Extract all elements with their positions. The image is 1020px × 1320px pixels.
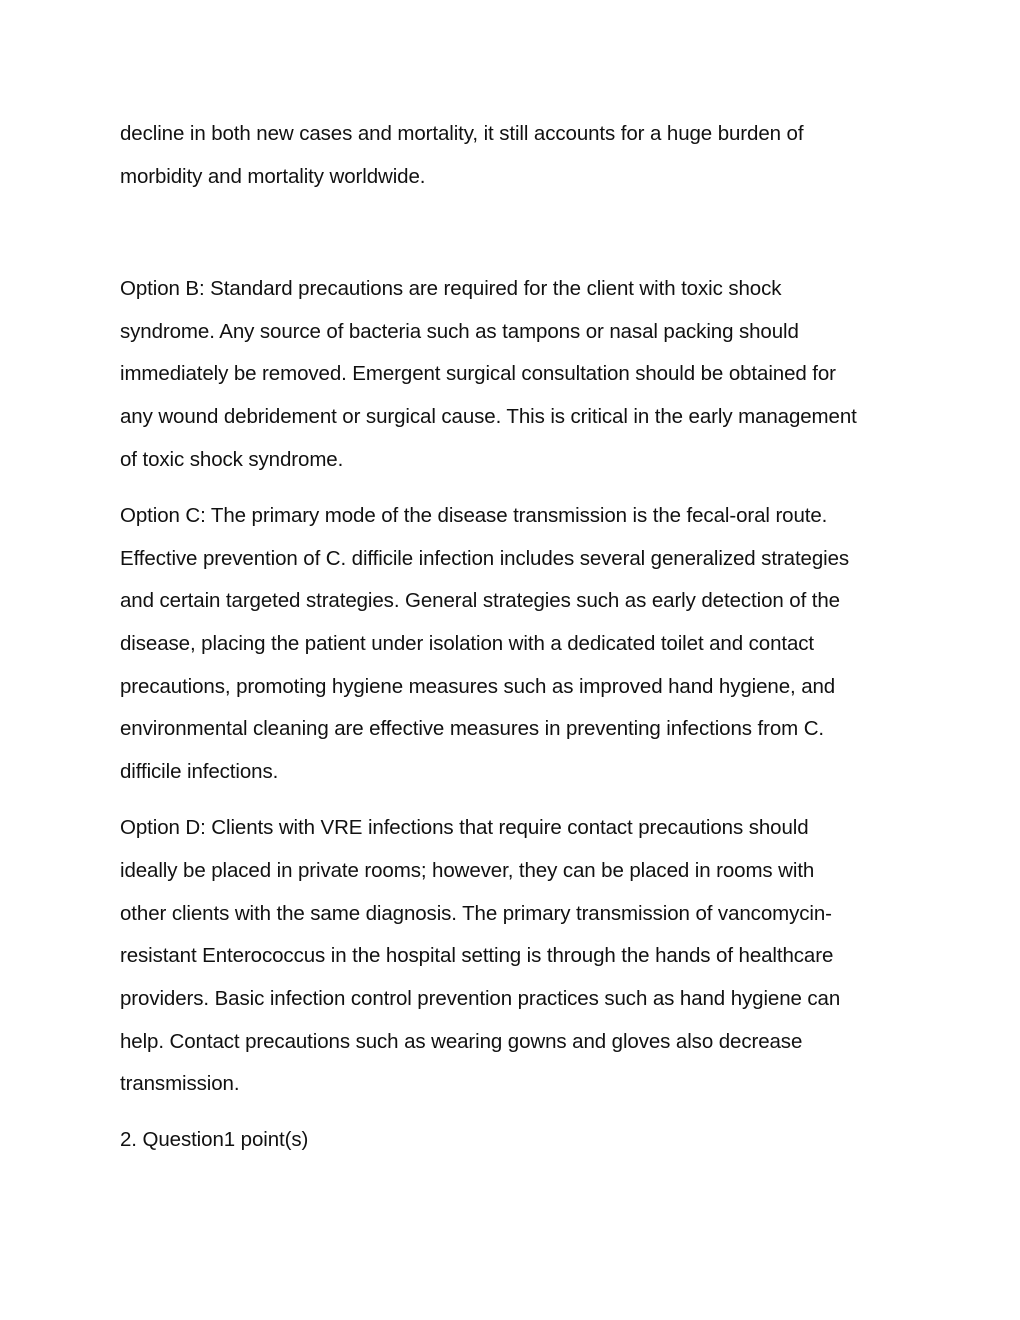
text-line: Option C: The primary mode of the disease transmission is the fecal-oral route.	[120, 504, 828, 527]
text-line: disease, placing the patient under isolation with a dedicated toilet and contact	[120, 632, 815, 655]
text-line: morbidity and mortality worldwide.	[120, 165, 426, 188]
text-line: ideally be placed in private rooms; however, they can be placed in rooms with	[120, 859, 815, 882]
text-line: immediately be removed. Emergent surgical consultation should be obtained for	[120, 362, 836, 385]
text-line: any wound debridement or surgical cause. This is critical in the early management	[120, 405, 857, 428]
text-line: help. Contact precautions such as wearing gowns and gloves also decrease	[120, 1030, 803, 1053]
text-line: of toxic shock syndrome.	[120, 448, 344, 471]
text-line: decline in both new cases and mortality, it still accounts for a huge burden of	[120, 122, 804, 145]
text-line: precautions, promoting hygiene measures such as improved hand hygiene, and	[120, 675, 836, 698]
text-line: difficile infections.	[120, 760, 279, 783]
text-line: Option B: Standard precautions are required for the client with toxic shock	[120, 277, 782, 300]
text-line: resistant Enterococcus in the hospital setting is through the hands of healthcare	[120, 944, 834, 967]
text-line: other clients with the same diagnosis. The primary transmission of vancomycin-	[120, 902, 832, 925]
text-line: Option D: Clients with VRE infections that require contact precautions should	[120, 816, 809, 839]
text-line: and certain targeted strategies. General strategies such as early detection of the	[120, 589, 840, 612]
text-line: transmission.	[120, 1072, 240, 1095]
text-line: providers. Basic infection control prevention practices such as hand hygiene can	[120, 987, 841, 1010]
question-number-label: 2. Question1 point(s)	[120, 1128, 309, 1151]
text-line: environmental cleaning are effective measures in preventing infections from C.	[120, 717, 824, 740]
text-line: Effective prevention of C. difficile infection includes several generalized strategies	[120, 547, 850, 570]
text-line: syndrome. Any source of bacteria such as tampons or nasal packing should	[120, 320, 799, 343]
